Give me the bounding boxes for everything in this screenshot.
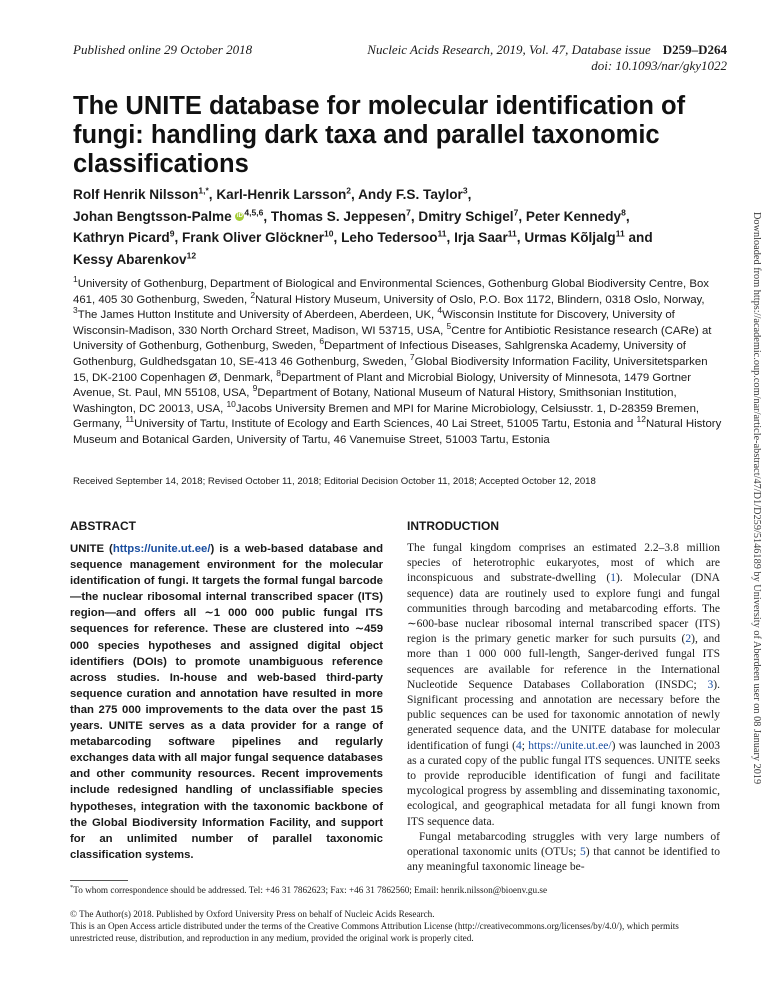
introduction-body — [407, 541, 720, 875]
author-name[interactable]: Irja Saar — [454, 230, 508, 245]
author-affiliation-mark: 10 — [324, 228, 334, 239]
author-affiliation-mark: 8 — [621, 206, 626, 217]
journal-name: Nucleic Acids Research, 2019, Vol. 47, Database issue — [367, 42, 651, 57]
author-list — [73, 184, 733, 270]
author-separator: , — [351, 187, 359, 202]
affiliation-number: 2 — [250, 289, 256, 300]
affiliation-number: 8 — [276, 367, 281, 378]
author-separator: , — [467, 187, 472, 202]
reference-link[interactable]: 5 — [579, 846, 586, 859]
abstract-text: ) is a web-based database and sequence management environment for the molecular identification of fungi. It targets the formal fungal barcode—the nuclear ribosomal internal transcribed spacer (ITS) region—and offers all ∼1 000 000 public fungal ITS sequences for reference. These are clustered into ∼459 000 species hypotheses and assigned digital object identifiers (DOIs) to promote unambiguous reference across studies. In-house and web-based third-party sequence curation and annotation have resulted in more than 275 000 improvements to the data over the past 15 years. UNITE serves as a data provider for a range of metabarcoding software pipelines and regularly exchanges data with all major fungal sequence databases and other community resources. Recent improvements include redesigned handling of unclassifiable species hypotheses, integration with the taxonomic backbone of the Global Biodiversity Information Facility, and support for an unlimited number of parallel taxonomic classification systems. — [70, 543, 383, 861]
author-affiliation-mark: 3 — [462, 185, 468, 196]
author-affiliation-mark: 9 — [169, 228, 175, 239]
affiliation-text: Jacobs University Bremen and MPI for Marine Microbiology, Celsiusstr. 1, D-28359 Bremen, Germany, — [73, 402, 700, 431]
author-name[interactable]: Peter Kennedy — [525, 208, 622, 224]
author-separator: , — [446, 230, 455, 245]
author-affiliation-mark: 12 — [186, 249, 197, 260]
footnote-text: To whom correspondence should be addressed. Tel: +46 31 7862623; Fax: +46 31 7862560; Email: henrik.nilsson@bioenv.gu.se — [73, 885, 548, 896]
author-separator: , — [518, 208, 526, 224]
author-affiliation-mark: 1,* — [198, 185, 209, 196]
author-name[interactable]: Thomas S. Jeppesen — [270, 208, 407, 224]
affiliation-text: Centre for Antibiotic Resistance research (CARe) at University of Gothenburg, Gothenburg, Sweden, — [73, 324, 712, 353]
article-title: The UNITE database for molecular identification of fungi: handling dark taxa and parallel taxonomic classifications — [73, 92, 686, 178]
correspondence-footnote — [70, 884, 547, 895]
author-affiliation-mark: 7 — [513, 206, 519, 217]
author-separator: , — [333, 230, 342, 245]
author-name[interactable]: Rolf Henrik Nilsson — [73, 187, 199, 202]
reference-link[interactable]: https://unite.ut.ee/ — [528, 739, 612, 752]
author-name[interactable]: Dmitry Schigel — [418, 208, 514, 224]
abstract-heading: ABSTRACT — [70, 519, 136, 533]
author-affiliation-mark: 7 — [406, 206, 411, 217]
copyright-line: © The Author(s) 2018. Published by Oxford University Press on behalf of Nucleic Acids Research. — [70, 909, 435, 919]
author-name[interactable]: Kessy Abarenkov — [73, 251, 187, 267]
download-notice: Downloaded from https://academic.oup.com/nar/article-abstract/47/D1/D259/5146189 by University of Aberdeen user on 08 January 2019 — [751, 212, 762, 785]
abstract-lead: UNITE ( — [70, 543, 113, 555]
affiliation-text: Department of Infectious Diseases, Sahlgrenska Academy, University of Gothenburg, Guldhedsgatan 10, SE-413 46 Gothenburg, Sweden, — [73, 340, 686, 368]
author-name[interactable]: Urmas Kõljalg — [524, 230, 616, 245]
affiliation-number: 1 — [73, 274, 78, 285]
affiliation-number: 5 — [446, 320, 452, 331]
intro-paragraph-2 — [407, 830, 720, 876]
reference-link[interactable]: 2 — [685, 633, 692, 646]
author-name[interactable]: Johan Bengtsson-Palme — [73, 208, 232, 224]
license-line: This is an Open Access article distributed under the terms of the Creative Commons Attribution License (http://creativecommons.org/licenses/by/4.0/), which permits unrestricted reuse, distribution, and reproduction in any medium, provided the original work is properly cited. — [70, 921, 679, 944]
affiliation-number: 10 — [226, 398, 236, 409]
affiliation-text: Natural History Museum, University of Oslo, P.O. Box 1172, Blindern, 0318 Oslo, Norway, — [255, 293, 705, 306]
author-name[interactable]: Andy F.S. Taylor — [358, 187, 463, 202]
author-name[interactable]: Leho Tedersoo — [341, 230, 438, 245]
article-dates: Received September 14, 2018; Revised October 11, 2018; Editorial Decision October 11, 2018; Accepted October 12, 2018 — [73, 476, 596, 487]
affiliation-text: Department of Botany, National Museum of Natural History, Smithsonian Institution, Washington, DC 20013, USA, — [73, 387, 677, 415]
affiliation-text: Wisconsin Institute for Discovery, University of Wisconsin-Madison, 330 North Orchard Street, Madison, WI 53715, USA, — [73, 309, 675, 337]
author-affiliation-mark: 11 — [437, 228, 447, 239]
intro-text: ) was launched in 2003 as a curated copy of the public fungal ITS sequences. UNITE seeks to provide reproducible identification of fungi and facilitate mycological progress by assembling and disseminating taxonomic, ecological, and geographical metadata for all fungi known from ITS sequence data. — [407, 739, 720, 828]
reference-link[interactable]: 1 — [610, 572, 617, 585]
intro-text: ) that cannot be identified to any meaningful taxonomic lineage be- — [407, 846, 720, 874]
affiliation-number: 6 — [319, 336, 325, 347]
author-separator: , — [410, 208, 419, 224]
affiliation-number: 11 — [125, 414, 135, 425]
orcid-icon[interactable]: iD — [236, 212, 243, 219]
journal-citation — [367, 42, 727, 74]
author-affiliation-mark: 11 — [615, 228, 625, 239]
author-name[interactable]: Kathryn Picard — [73, 230, 170, 245]
reference-link[interactable]: 4 — [516, 739, 522, 752]
affiliation-text: The James Hutton Institute and University of Aberdeen, Aberdeen, UK, — [77, 309, 438, 322]
license-notice — [70, 908, 720, 945]
introduction-heading: INTRODUCTION — [407, 519, 499, 533]
author-name[interactable]: Karl-Henrik Larsson — [216, 187, 347, 202]
intro-text: The fungal kingdom comprises an estimated 2.2–3.8 million species of heterotrophic eukaryotes, most of which are inconspicuous and substrate-dwelling ( — [407, 542, 720, 585]
intro-text: ). Molecular (DNA sequence) data are routinely used to explore fungi and fungal communities through barcoding and metabarcoding efforts. The ∼600-base nuclear ribosomal internal transcribed spacer (ITS) region is the primary genetic marker for such pursuits ( — [407, 572, 721, 646]
author-separator: , — [516, 230, 525, 245]
affiliation-text: University of Gothenburg, Department of Biological and Environmental Sciences, Gothenburg Global Biodiversity Centre, Box 461, 405 30 Gothenburg, Sweden, — [73, 278, 709, 306]
affiliation-number: 4 — [437, 305, 443, 316]
intro-text: ). Significant processing and annotation are necessary before the public sequences can be used for taxonomic annotation of newly generated sequence data, and the UNITE database for molecular identification of fungi ( — [407, 678, 720, 752]
author-affiliation-mark: 11 — [507, 228, 517, 239]
affiliation-text: University of Tartu, Institute of Ecology and Earth Sciences, 40 Lai Street, 51005 Tartu, Estonia and — [134, 418, 637, 431]
author-name[interactable]: Frank Oliver Glöckner — [182, 230, 325, 245]
abstract-body — [70, 541, 383, 863]
author-affiliation-mark: 4,5,6 — [244, 206, 264, 217]
published-date: Published online 29 October 2018 — [73, 42, 253, 57]
affiliations — [73, 274, 723, 449]
affiliation-text: Natural History Museum and Botanical Garden, University of Tartu, 46 Vanemuise Street, 51003 Tartu, Estonia — [73, 418, 722, 446]
reference-link[interactable]: 3 — [707, 678, 714, 691]
affiliation-number: 9 — [252, 383, 258, 394]
author-separator: and — [624, 230, 653, 245]
intro-text: Fungal metabarcoding struggles with very large numbers of operational taxonomic units (OTUs; — [407, 830, 720, 859]
author-separator: , — [263, 208, 271, 224]
intro-text: ), and more than 1 000 000 full-length, Sanger-derived fungal ITS sequences are available for reference in the International Nucleotide Sequence Databases Collaboration (INSDC; — [407, 633, 721, 691]
affiliation-number: 7 — [409, 352, 415, 363]
page-range: D259–D264 — [662, 42, 727, 57]
affiliation-text: Global Biodiversity Information Facility, Universitetsparken 15, DK-2100 Copenhagen Ø, Denmark, — [73, 355, 708, 384]
affiliation-text: Department of Plant and Microbial Biology, University of Minnesota, 1479 Gortner Avenue, St. Paul, MN 55108, USA, — [73, 371, 692, 400]
author-separator: , — [174, 230, 182, 245]
intro-paragraph-1 — [407, 541, 720, 830]
author-affiliation-mark: 2 — [346, 185, 352, 196]
unite-link[interactable]: https://unite.ut.ee/ — [112, 543, 211, 555]
author-separator: , — [625, 208, 630, 224]
intro-text: ; — [521, 739, 529, 752]
author-separator: , — [208, 187, 217, 202]
footnote-rule — [70, 880, 128, 881]
doi[interactable]: doi: 10.1093/nar/gky1022 — [591, 58, 727, 73]
footnote-mark: * — [70, 884, 74, 891]
affiliation-number: 12 — [636, 414, 646, 425]
affiliation-number: 3 — [73, 305, 78, 316]
